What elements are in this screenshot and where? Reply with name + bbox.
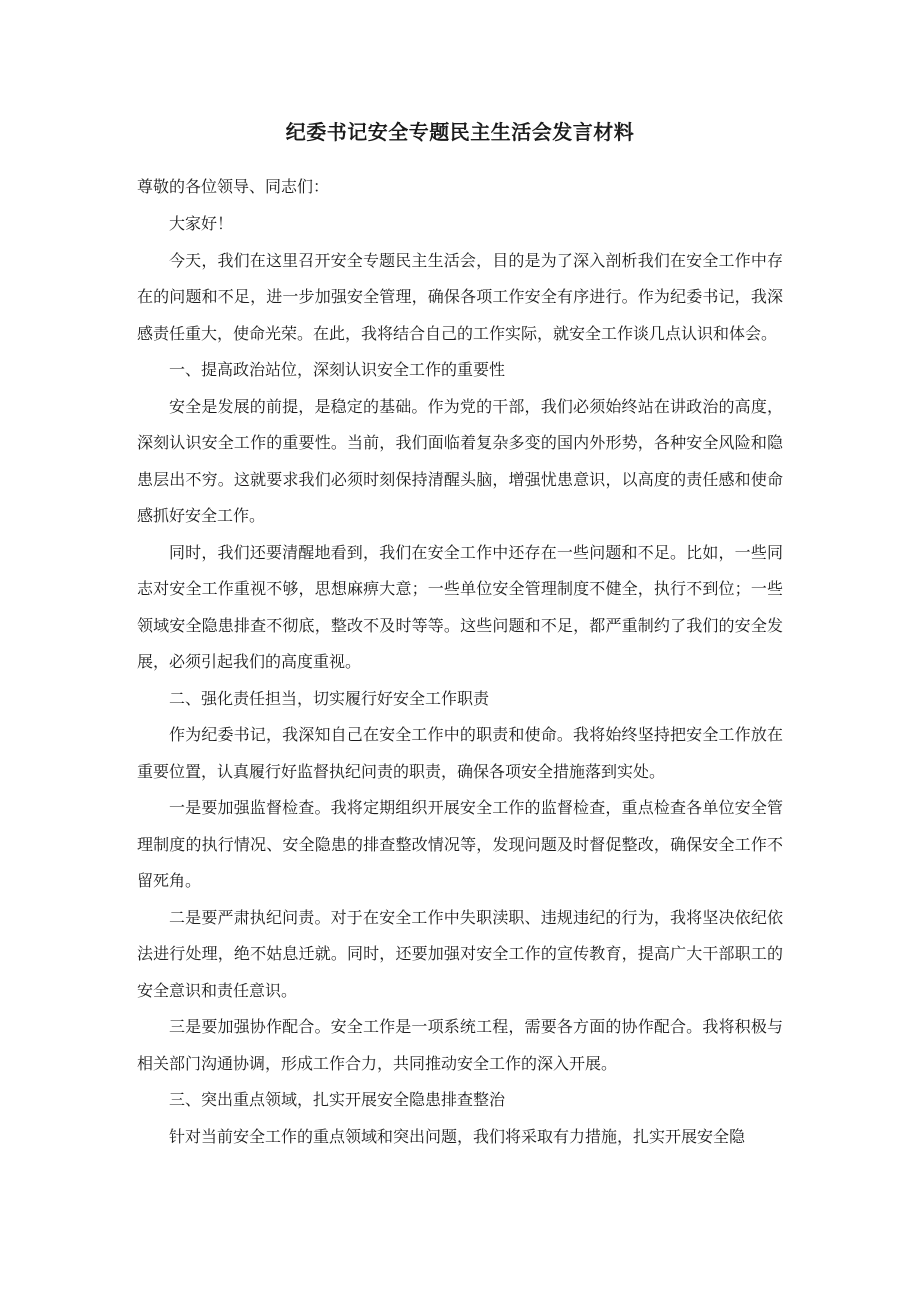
body-paragraph: 一是要加强监督检查。我将定期组织开展安全工作的监督检查，重点检查各单位安全管理制度的执行情况、安全隐患的排查整改情况等，发现问题及时督促整改，确保安全工作不留死角。 [137,798,783,890]
body-paragraph: 安全是发展的前提，是稳定的基础。作为党的干部，我们必须始终站在讲政治的高度，深刻认识安全工作的重要性。当前，我们面临着复杂多变的国内外形势，各种安全风险和隐患层出不穷。这就要求我们必须时刻保持清醒头脑，增强忧患意识，以高度的责任感和使命感抓好安全工作。 [137,396,783,525]
section-heading-3: 三、突出重点领域，扎实开展安全隐患排查整治 [169,1090,506,1109]
body-paragraph: 同时，我们还要清醒地看到，我们在安全工作中还存在一些问题和不足。比如，一些同志对安全工作重视不够，思想麻痹大意；一些单位安全管理制度不健全，执行不到位；一些领域安全隐患排查不彻底，整改不及时等等。这些问题和不足，都严重制约了我们的安全发展，必须引起我们的高度重视。 [137,542,783,671]
body-paragraph: 三是要加强协作配合。安全工作是一项系统工程，需要各方面的协作配合。我将积极与相关部门沟通协调，形成工作合力，共同推动安全工作的深入开展。 [137,1017,783,1073]
document-page [137,116,783,1155]
body-paragraph: 二是要严肃执纪问责。对于在安全工作中失职渎职、违规违纪的行为，我将坚决依纪依法进行处理，绝不姑息迁就。同时，还要加强对安全工作的宣传教育，提高广大干部职工的安全意识和责任意识。 [137,907,783,1000]
body-paragraph: 作为纪委书记，我深知自己在安全工作中的职责和使命。我将始终坚持把安全工作放在重要位置，认真履行好监督执纪问责的职责，确保各项安全措施落到实处。 [137,725,783,781]
document-title: 纪委书记安全专题民主生活会发言材料 [285,120,635,144]
intro-paragraph: 今天，我们在这里召开安全专题民主生活会，目的是为了深入剖析我们在安全工作中存在的问题和不足，进一步加强安全管理，确保各项工作安全有序进行。作为纪委书记，我深感责任重大，使命光荣。在此，我将结合自己的工作实际，就安全工作谈几点认识和体会。 [137,250,783,343]
salutation: 尊敬的各位领导、同志们： [137,177,330,196]
greeting-paragraph: 大家好！ [169,214,234,233]
section-heading-2: 二、强化责任担当，切实履行好安全工作职责 [169,688,490,708]
section-heading-1: 一、提高政治站位，深刻认识安全工作的重要性 [169,360,506,379]
body-paragraph: 针对当前安全工作的重点领域和突出问题，我们将采取有力措施，扎实开展安全隐 [169,1126,746,1146]
